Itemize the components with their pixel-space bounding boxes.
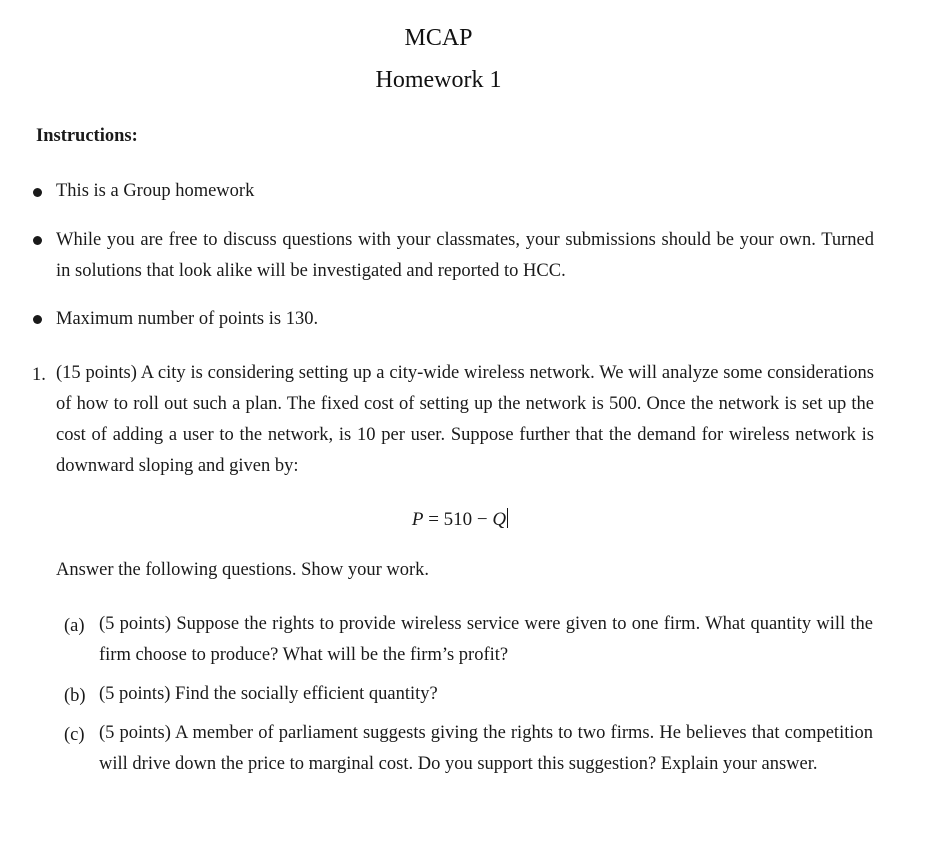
- question-prompt: Answer the following questions. Show your work.: [56, 560, 430, 580]
- text-cursor: [507, 508, 508, 528]
- part-label: (c): [64, 725, 85, 745]
- assignment-title: Homework 1: [375, 67, 502, 93]
- equation-rhs-prefix: = 510 −: [428, 509, 493, 530]
- part-a-text: (5 points) Suppose the rights to provide wireless service were given to one firm. What quantity will the firm choose to produce? What will be the firm’s profit?: [99, 614, 873, 665]
- instructions-heading: Instructions:: [36, 126, 138, 146]
- question-number: 1.: [32, 365, 46, 385]
- part-c-text: (5 points) A member of parliament suggests giving the rights to two firms. He believes that competition will drive down the price to marginal cost. Do you support this suggestion? Explain your answer.: [99, 723, 873, 774]
- instruction-bullet-1: This is a Group homework: [56, 181, 255, 201]
- bullet-icon: [33, 188, 42, 197]
- part-b-text: (5 points) Find the socially efficient quantity?: [99, 684, 438, 704]
- instruction-bullet-2: While you are free to discuss questions with your classmates, your submissions should be your own. Turned in solutions that look alike will be investigated and reported to HCC.: [56, 230, 874, 281]
- bullet-icon: [33, 236, 42, 245]
- instruction-bullet-3: Maximum number of points is 130.: [56, 309, 319, 329]
- demand-equation: [0, 508, 920, 531]
- question-1-text: (15 points) A city is considering setting up a city-wide wireless network. We will analyze some considerations of how to roll out such a plan. The fixed cost of setting up the network is 500. Once the network is set up the cost of adding a user to the network, is 10 per user. Suppose further that the demand for wireless network is downward sloping and given by:: [56, 363, 874, 476]
- equation-rhs-var: Q: [492, 509, 507, 530]
- equation-lhs: P: [411, 509, 424, 530]
- bullet-icon: [33, 315, 42, 324]
- part-label: (a): [64, 616, 85, 636]
- part-label: (b): [64, 686, 86, 706]
- course-title: MCAP: [404, 25, 473, 51]
